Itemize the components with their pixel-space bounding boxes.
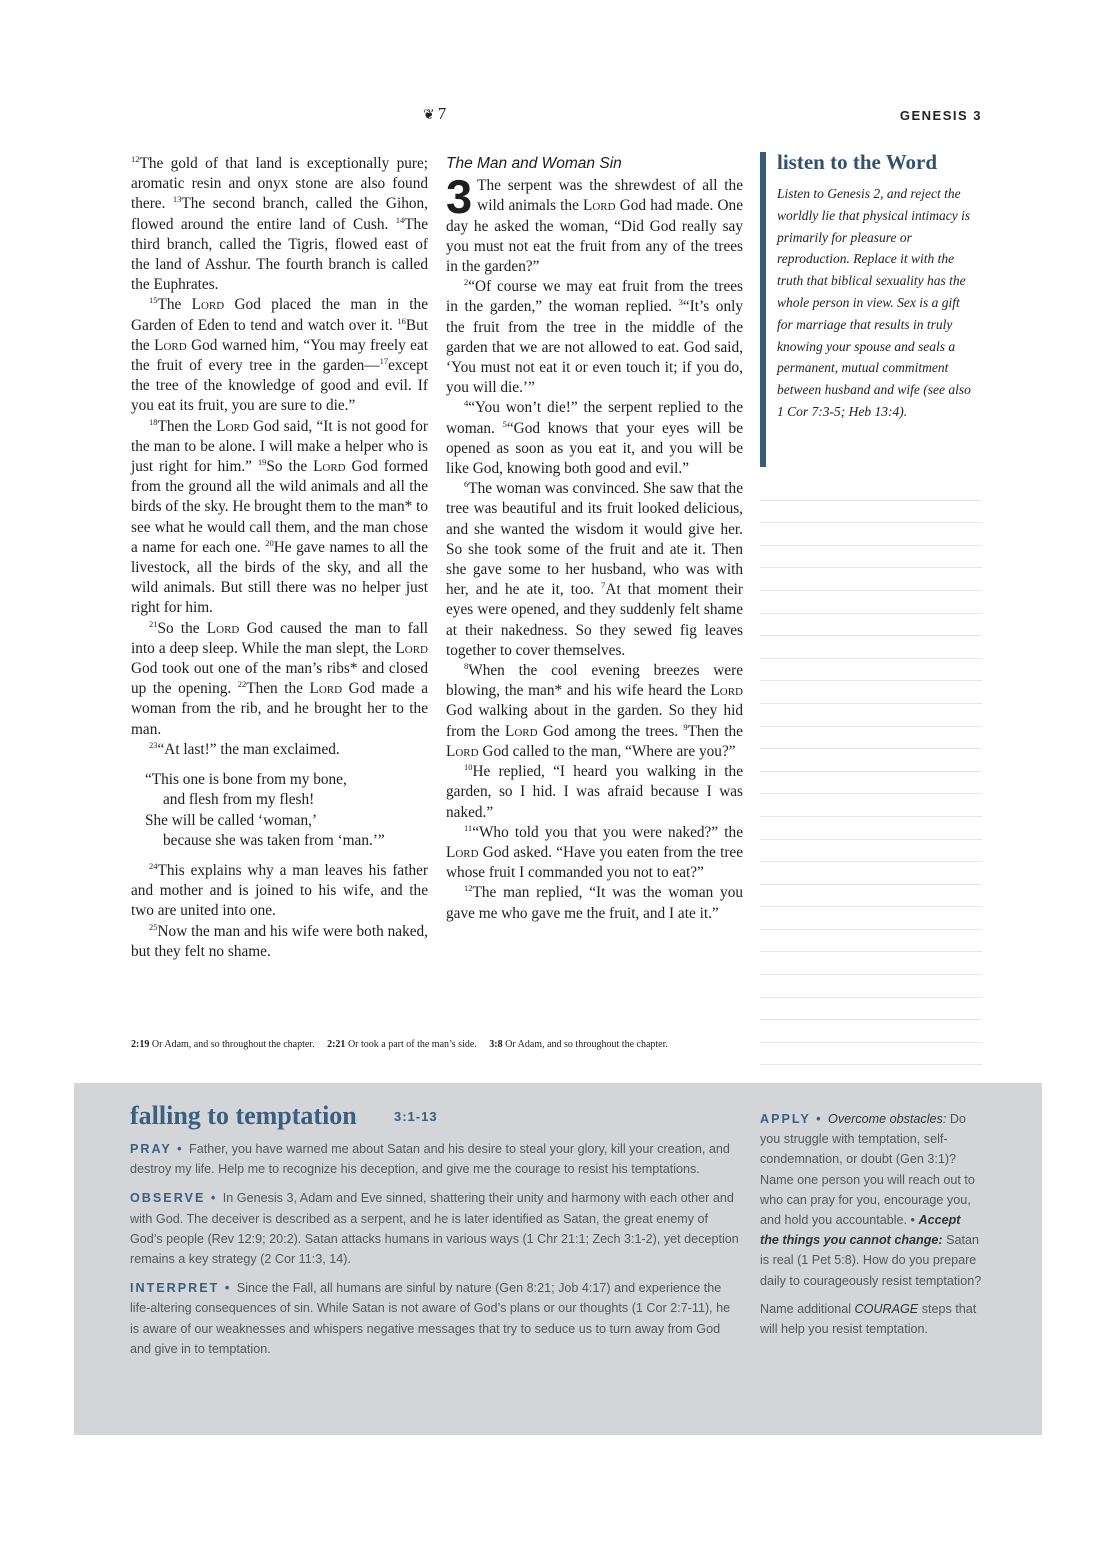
sidebar-accent-bar: [760, 152, 766, 467]
page-number: [423, 104, 446, 124]
verse-paragraph: 3 The serpent was the shrewdest of all the wild animals the Lord God had made. One day he asked the woman, “Did God really say you must not eat the fruit from any of the trees in the garden?”: [446, 170, 743, 276]
interpret-section: INTERPRET • Since the Fall, all humans are sinful by nature (Gen 8:21; Job 4:17) and experience the life-altering consequences of sin. While Satan is not aware of God’s plans or our thoughts (1 Cor 2:7-11), he is aware of our weaknesses and whispers negative messages that try to seduce us to turn away from God and give in to temptation.: [130, 1281, 731, 1356]
panel-title: falling to temptation: [130, 1101, 357, 1130]
verse-paragraph: $^{15}$The Lord God placed the man in the Garden of Eden to tend and watch over it. $^{16}$But the Lord God warned him, “You may freely eat the fruit of every tree in the garden—$^{17}$except the tree of the knowledge of good and evil. If you eat its fruit, you are sure to die.”: [131, 295, 428, 415]
sidebar-title: listen to the Word: [777, 150, 938, 174]
verse-paragraph: $^8$When the cool evening breezes were blowing, the man* and his wife heard the Lord God walking about in the garden. So they hid from the Lord God among the trees. $^9$Then the Lord God called to the man, “Where are you?”: [446, 660, 743, 760]
verse-paragraph: $^{23}$“At last!” the man exclaimed.: [149, 739, 340, 758]
chapter-number: 3: [446, 170, 473, 224]
verse-paragraph: $^{25}$Now the man and his wife were both naked, but they felt no shame.: [131, 921, 428, 960]
verse-paragraph: $^{11}$“Who told you that you were naked?” the Lord God asked. “Have you eaten from the tree whose fruit I commanded you not to eat?”: [446, 822, 743, 882]
footnotes: [131, 1039, 741, 1051]
verse-paragraph: $^{21}$So the Lord God caused the man to fall into a deep sleep. While the man slept, the Lord God took out one of the man’s ribs* and closed up the opening. $^{22}$Then the Lord God made a woman from the rib, and he brought her to the man.: [131, 618, 428, 738]
apply-section: APPLY • Overcome obstacles: Do you struggle with temptation, self-condemnation, or doubt (Gen 3:1)? Name one person you will reach out to who can pray for you, encourage you, and hold you accountable. • Accept the things you cannot change: Satan is real (1 Pet 5:8). How do you prepare daily to courageously resist temptation? Name additional COURAGE steps that will help you resist temptation.: [760, 1112, 982, 1337]
page-number-value: 7: [437, 104, 447, 123]
observe-section: OBSERVE • In Genesis 3, Adam and Eve sinned, shattering their unity and harmony with each other and with God. The deceiver is described as a serpent, and he is later identified as Satan, the great enemy of God’s people (Rev 12:9; 20:2). Satan attacks humans in various ways (1 Chr 21:1; Zech 3:1-2), yet deception remains a key strategy (2 Cor 11:3, 14).: [130, 1191, 739, 1267]
panel-main: [130, 1139, 740, 1368]
footnote: 3:8 Or Adam, and so throughout the chapter.: [489, 1039, 668, 1050]
panel-reference: 3:1-13: [394, 1109, 438, 1124]
verse-paragraph: $^{12}$The gold of that land is exceptionally pure; aromatic resin and onyx stone are also found there. $^{13}$The second branch, called the Gihon, flowed around the entire land of Cush. $^{14}$The third branch, called the Tigris, flowed east of the land of Asshur. The fourth branch is called the Euphrates.: [131, 153, 428, 294]
running-head: GENESIS 3: [899, 108, 982, 123]
verse-paragraph: $^{24}$This explains why a man leaves his father and mother and is joined to his wife, and the two are united into one.: [131, 860, 428, 920]
verse-paragraph: $^{10}$He replied, “I heard you walking in the garden, so I hid. I was afraid because I was naked.”: [446, 762, 743, 821]
verse-paragraph: $^2$“Of course we may eat fruit from the trees in the garden,” the woman replied. $^3$“It’s only the fruit from the tree in the middle of the garden that we are not allowed to eat. God said, ‘You must not eat it or even touch it; if you do, you will die.’”: [446, 277, 744, 397]
footnote: 2:19 Or Adam, and so throughout the chapter.: [131, 1039, 315, 1050]
sidebar-body: Listen to Genesis 2, and reject the worldly lie that physical intimacy is primarily for pleasure or reproduction. Replace it with the truth that biblical sexuality has the whole person in view. Sex is a gift for marriage that results in truly knowing your spouse and seals a permanent, mutual commitment between husband and wife (see also 1 Cor 7:3-5; Heb 13:4).: [777, 186, 971, 419]
fleuron-icon: ❦: [423, 108, 435, 123]
text-column-left: [131, 154, 428, 962]
footnote: 2:21 Or took a part of the man’s side.: [327, 1039, 477, 1050]
verse-paragraph: $^6$The woman was convinced. She saw that the tree was beautiful and its fruit looked delicious, and she wanted the wisdom it would give her. So she took some of the fruit and ate it. Then she gave some to her husband, who was with her, and he ate it, too. $^7$At that moment their eyes were opened, and they suddenly felt shame at their nakedness. So they sewed fig leaves together to cover themselves.: [446, 479, 743, 659]
note-lines: [760, 478, 982, 1065]
poem: “This one is bone from my bone, and flesh from my flesh! She will be called ‘woman,’ because she was taken from ‘man.’”: [145, 771, 385, 849]
text-column-middle: [446, 154, 743, 924]
verse-paragraph: $^{12}$The man replied, “It was the woman you gave me who gave me the fruit, and I ate it.”: [446, 883, 743, 922]
pray-section: PRAY • Father, you have warned me about Satan and his desire to steal your glory, kill your creation, and destroy my life. Help me to recognize his deception, and give me the courage to resist his temptations.: [130, 1142, 730, 1177]
section-heading: The Man and Woman Sin: [446, 155, 622, 172]
devotional-panel: [74, 1083, 1042, 1435]
verse-paragraph: $^4$“You won’t die!” the serpent replied to the woman. $^5$“God knows that your eyes will be opened as soon as you eat it, and you will be like God, knowing both good and evil.”: [446, 398, 743, 478]
verse-paragraph: $^{18}$Then the Lord God said, “It is not good for the man to be alone. I will make a helper who is just right for him.” $^{19}$So the Lord God formed from the ground all the wild animals and all the birds of the sky. He brought them to the man* to see what he would call them, and the man chose a name for each one. $^{20}$He gave names to all the livestock, all the birds of the sky, and all the wild animals. But still there was no helper just right for him.: [131, 416, 428, 617]
